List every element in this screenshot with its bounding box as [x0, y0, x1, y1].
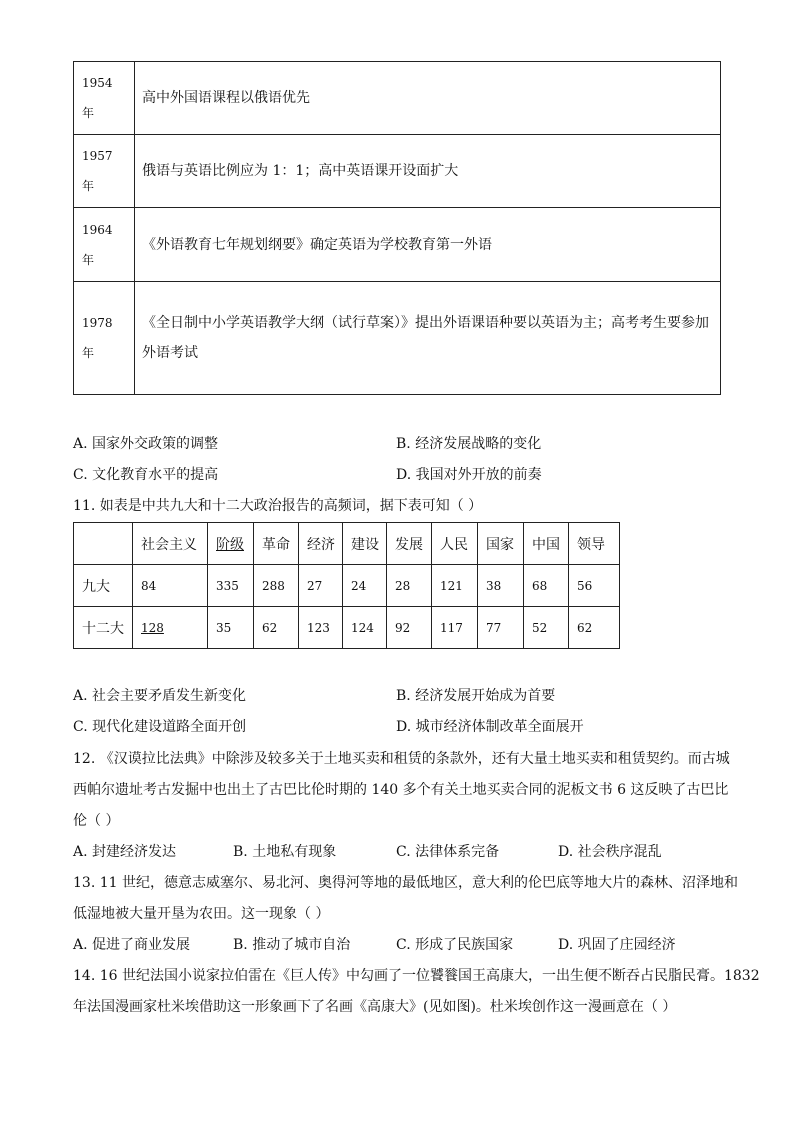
q13-option-b[interactable]: B. 推动了城市自治	[233, 937, 351, 953]
table-cell: 62	[254, 607, 299, 649]
header-cell: 发展	[387, 523, 432, 565]
q11-option-a[interactable]: A. 社会主要矛盾发生新变化	[73, 688, 247, 704]
q14-stem-line1: 14. 16 世纪法国小说家拉伯雷在《巨人传》中勾画了一位饕餮国王高康大，一出生便不断吞占民脂民膏。1832	[73, 968, 760, 984]
table-cell: 56	[569, 565, 620, 607]
q11-stem: 11. 如表是中共九大和十二大政治报告的高频词，据下表可知（ ）	[73, 498, 483, 514]
policy-text-line1: 《全日制中小学英语教学大纲（试行草案）》提出外语课语种要以英语为主；高考考生要参加	[142, 315, 709, 331]
table-cell: 288	[254, 565, 299, 607]
table-row	[74, 607, 620, 649]
table-row	[74, 565, 620, 607]
q12-option-a[interactable]: A. 封建经济发达	[73, 844, 177, 860]
header-cell: 人民	[432, 523, 478, 565]
year-number: 1957	[82, 149, 113, 163]
q13-option-a[interactable]: A. 促进了商业发展	[73, 937, 191, 953]
policy-text: 《外语教育七年规划纲要》确定英语为学校教育第一外语	[142, 236, 492, 253]
q12-option-b[interactable]: B. 土地私有现象	[233, 844, 337, 860]
header-cell: 中国	[524, 523, 569, 565]
policy-text-line2: 外语考试	[142, 345, 198, 361]
q12-stem-line3: 伦（ ）	[73, 813, 120, 829]
q12-stem-line1: 12. 《汉谟拉比法典》中除涉及较多关于土地买卖和租赁的条款外，还有大量土地买卖和租赁契约。而古城	[73, 751, 730, 767]
table-cell: 124	[343, 607, 387, 649]
q10-option-a[interactable]: A. 国家外交政策的调整	[73, 436, 219, 452]
policy-text: 高中外国语课程以俄语优先	[142, 90, 310, 106]
row-label: 九大	[74, 565, 133, 607]
table-cell: 92	[387, 607, 432, 649]
q13-option-c[interactable]: C. 形成了民族国家	[396, 937, 514, 953]
header-cell: 社会主义	[133, 523, 208, 565]
table-row	[74, 208, 721, 282]
year-unit: 年	[82, 252, 95, 267]
q11-option-c[interactable]: C. 现代化建设道路全面开创	[73, 719, 247, 735]
table-row	[74, 135, 721, 208]
table-cell: 24	[343, 565, 387, 607]
year-unit: 年	[82, 106, 95, 120]
table-cell: 117	[432, 607, 478, 649]
table-cell: 27	[299, 565, 343, 607]
keyword-frequency-table	[73, 522, 620, 649]
q13-option-d[interactable]: D. 巩固了庄园经济	[558, 937, 676, 953]
table-cell: 52	[524, 607, 569, 649]
year-number: 1964	[82, 222, 113, 237]
year-cell	[74, 62, 135, 135]
table-cell: 77	[478, 607, 524, 649]
table-cell: 62	[569, 607, 620, 649]
header-cell: 建设	[343, 523, 387, 565]
header-cell-empty	[74, 523, 133, 565]
q14-stem-line2: 年法国漫画家杜米埃借助这一形象画下了名画《高康大》(见如图)。杜米埃创作这一漫画意在（ ）	[73, 999, 677, 1015]
table-row	[74, 62, 721, 135]
year-cell	[74, 208, 135, 282]
q13-stem-line1: 13. 11 世纪，德意志威塞尔、易北河、奥得河等地的最低地区，意大利的伦巴底等地大片的森林、沼泽地和	[73, 875, 738, 891]
header-cell: 革命	[254, 523, 299, 565]
policy-text: 俄语与英语比例应为 1：1；高中英语课开设面扩大	[142, 163, 459, 179]
table-cell: 84	[133, 565, 208, 607]
q12-option-d[interactable]: D. 社会秩序混乱	[558, 844, 662, 860]
policy-cell	[135, 208, 721, 282]
table-cell: 335	[208, 565, 254, 607]
q10-option-b[interactable]: B. 经济发展战略的变化	[396, 436, 542, 452]
year-cell	[74, 282, 135, 395]
row-label: 十二大	[74, 607, 133, 649]
q10-option-d[interactable]: D. 我国对外开放的前奏	[396, 467, 542, 483]
header-cell: 经济	[299, 523, 343, 565]
table-cell: 68	[524, 565, 569, 607]
q12-stem-line2: 西帕尔遗址考古发掘中也出土了古巴比伦时期的 140 多个有关土地买卖合同的泥板文书 6 这反映了古巴比	[73, 782, 729, 798]
header-cell: 国家	[478, 523, 524, 565]
table-cell: 128	[133, 607, 208, 649]
q11-option-b[interactable]: B. 经济发展开始成为首要	[396, 688, 556, 704]
year-unit: 年	[82, 346, 95, 360]
language-policy-table	[73, 61, 721, 395]
table-row	[74, 282, 721, 395]
table-header-row	[74, 523, 620, 565]
table-cell: 123	[299, 607, 343, 649]
table-cell: 28	[387, 565, 432, 607]
year-cell	[74, 135, 135, 208]
policy-cell	[135, 282, 721, 395]
year-number: 1978	[82, 316, 113, 330]
table-cell: 35	[208, 607, 254, 649]
table-cell: 121	[432, 565, 478, 607]
header-cell: 阶级	[208, 523, 254, 565]
policy-cell	[135, 62, 721, 135]
header-cell: 领导	[569, 523, 620, 565]
q11-option-d[interactable]: D. 城市经济体制改革全面展开	[396, 719, 584, 735]
q12-option-c[interactable]: C. 法律体系完备	[396, 844, 500, 860]
table-cell: 38	[478, 565, 524, 607]
policy-cell	[135, 135, 721, 208]
q13-stem-line2: 低湿地被大量开垦为农田。这一现象（ ）	[73, 906, 330, 922]
year-unit: 年	[82, 179, 95, 193]
q10-option-c[interactable]: C. 文化教育水平的提高	[73, 467, 219, 483]
year-number: 1954	[82, 76, 113, 90]
